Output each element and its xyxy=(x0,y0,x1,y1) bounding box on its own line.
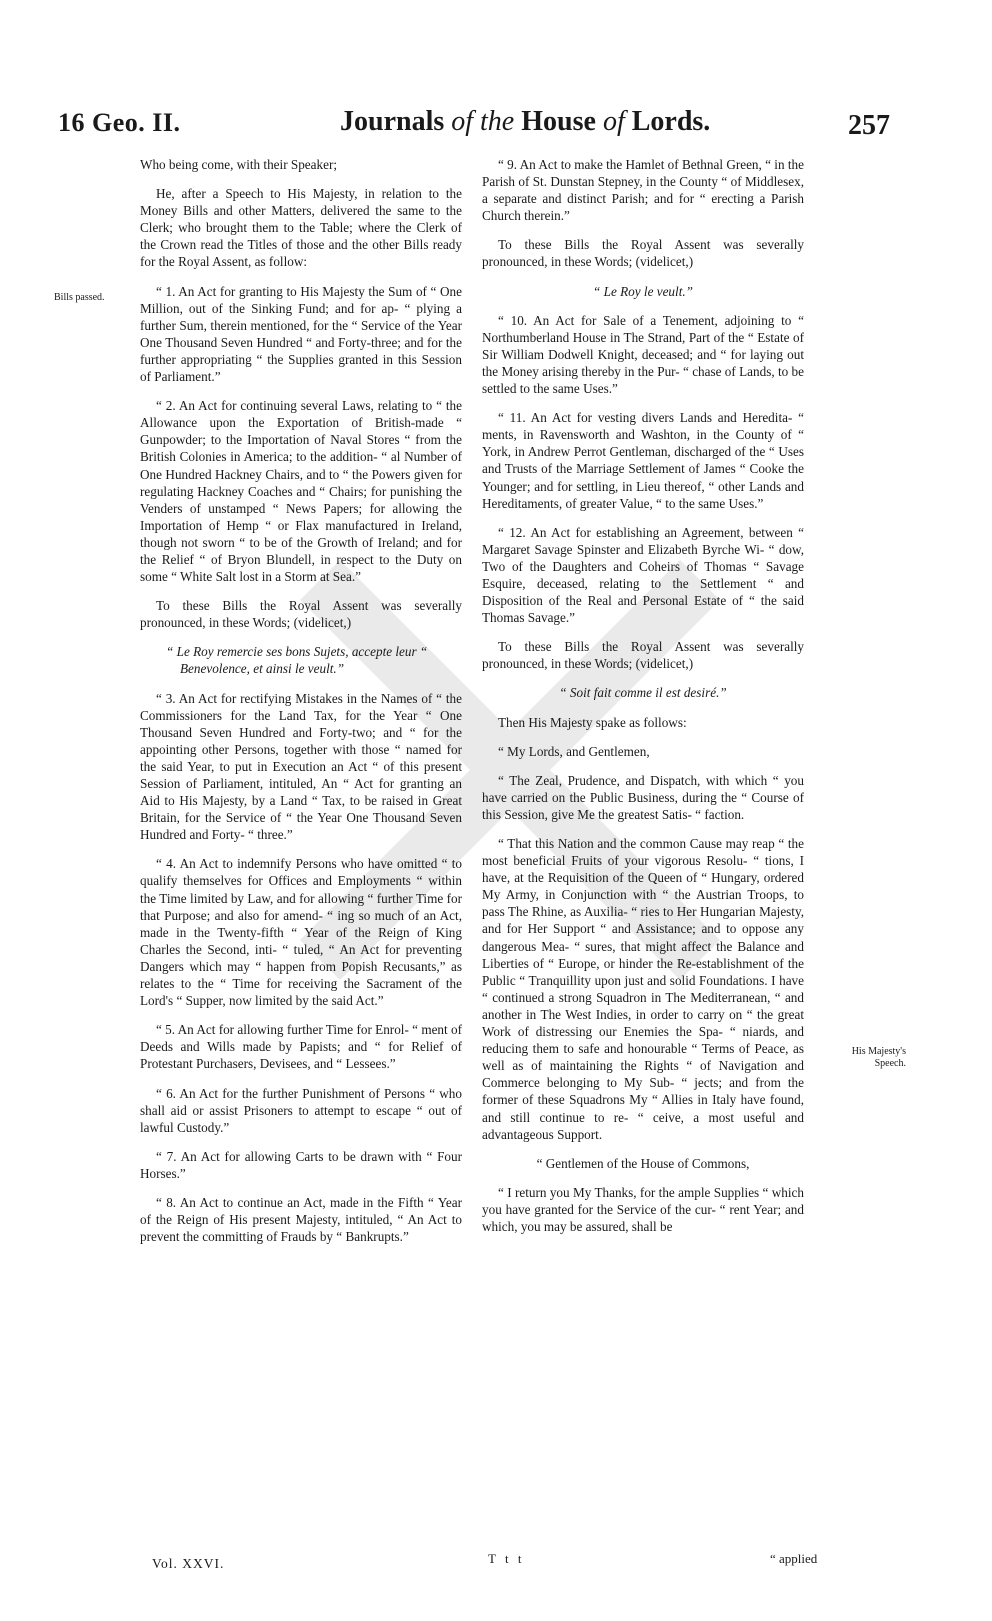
speech-paragraph: “ That this Nation and the common Cause may reap “ the most beneficial Fruits of your vigorous Resolu- “ tions, I have, at the Requisition of the Queen of “ Hungary, ordered My Army, in Conjunction with “ the Austrian Troops, to pass The Rhine, as Auxilia- “ ries to Her Hungarian Majesty, and for Her Support “ and Assistance; and to oppose any dangerous Mea- “ sures, that might affect the Balance and Liberties of “ Europe, or hinder the Re-establishment of the Public “ Tranquillity upon just and solid Foundations. I have “ continued a strong Squadron in The Mediterranean, “ and another in The West Indies, in order to carry on “ the great Work of distressing our Enemies the Spa- “ niards, and reducing them to safe and honourable “ Terms of Peace, as well as of maintaining the Rights “ of Navigation and Commerce belonging to My Sub- “ jects; and from the former of these Squadrons My “ Allies in Italy have found, and still continue to re- “ ceive, a most useful and advantageous Support. xyxy=(482,836,804,1142)
bill-entry: “ 5. An Act for allowing further Time for Enrol- “ ment of Deeds and Wills made by Papists; and “ for Relief of Protestant Purchasers, Devisees, and “ Lessees.” xyxy=(140,1022,462,1072)
right-column xyxy=(482,156,804,1247)
paragraph: Who being come, with their Speaker; xyxy=(140,157,338,172)
title-word: Journals xyxy=(340,106,445,137)
catchword: “ applied xyxy=(770,1551,818,1566)
title-word: Lords. xyxy=(631,106,711,137)
speech-paragraph: “ The Zeal, Prudence, and Dispatch, with which “ you have carried on the Public Business, during the “ Course of this Session, give Me the greatest Satis- “ faction. xyxy=(482,772,804,822)
bill-entry: “ 6. An Act for the further Punishment of Persons “ who shall aid or assist Prisoners to attempt to escape “ out of lawful Custody.” xyxy=(140,1085,462,1135)
bill-entry: “ 7. An Act for allowing Carts to be drawn with “ Four Horses.” xyxy=(140,1148,462,1181)
left-column xyxy=(140,156,462,1257)
assent-formula: “ Le Roy remercie ses bons Sujets, accepte leur “ Benevolence, et ainsi le veult.” xyxy=(166,644,428,677)
bill-entry: “ 8. An Act to continue an Act, made in the Fifth “ Year of the Reign of His present Majesty, intituled, “ An Act to prevent the committing of Frauds by “ Bankrupts.” xyxy=(140,1194,462,1245)
running-head-title xyxy=(340,106,740,138)
page-number: 257 xyxy=(848,110,890,141)
assent-formula: “ Soit fait comme il est desiré.” xyxy=(559,685,727,701)
assent-statement: To these Bills the Royal Assent was severally pronounced, in these Words; (videlicet,) xyxy=(482,237,804,270)
signature-mark: T t t xyxy=(488,1551,525,1566)
margin-note-speech: His Majesty's Speech. xyxy=(851,1046,906,1069)
assent-statement: To these Bills the Royal Assent was severally pronounced, in these Words; (videlicet,) xyxy=(140,598,462,631)
title-word: House xyxy=(521,106,596,137)
bill-entry: “ 3. An Act for rectifying Mistakes in the Names of “ the Commissioners for the Land Tax, for the Year “ One Thousand Seven Hundred and Forty-two; and “ for the appointing other Persons, together with those “ named for the said Year, to put in Execution an Act “ of this present Session of Parliament, intituled, An “ Act for granting an Aid to His Majesty, by a Land “ Tax, to be raised in Great Britain, for the Service of “ the Year One Thousand Seven Hundred and Forty- “ three.” xyxy=(140,690,462,843)
bill-entry: “ 12. An Act for establishing an Agreement, between “ Margaret Savage Spinster and Elizabeth Byrche Wi- “ dow, Two of the Daughters and Coheirs of Thomas “ Savage Esquire, deceased, relating to the Settlement “ and Disposition of the Real and Personal Estate of “ the said Thomas Savage.” xyxy=(482,524,804,626)
assent-formula: “ Le Roy le veult.” xyxy=(593,283,693,299)
speech-paragraph: “ I return you My Thanks, for the ample Supplies “ which you have granted for the Service of the cur- “ rent Year; and which, you may be assured, shall be xyxy=(482,1184,804,1234)
bill-entry: “ 11. An Act for vesting divers Lands and Heredita- “ ments, in Ravensworth and Washton, in the County of “ York, in Andrew Perrot Gentleman, discharged of the “ Uses and Trusts of the Marriage Settlement of James “ Cooke the Younger; and for settling, in Lieu thereof, “ other Lands and Hereditaments, of greater Value, “ to the same Uses.” xyxy=(482,410,804,511)
assent-statement: To these Bills the Royal Assent was severally pronounced, in these Words; (videlicet,) xyxy=(482,639,804,672)
margin-note-bills-passed: Bills passed. xyxy=(54,292,105,303)
title-word: of the xyxy=(451,106,515,137)
volume-number: Vol. XXVI. xyxy=(152,1556,225,1571)
bill-entry: “ 9. An Act to make the Hamlet of Bethnal Green, “ in the Parish of St. Dunstan Stepney, in the County “ of Middlesex, a separate and distinct Parish; and for “ erecting a Parish Church therein.” xyxy=(482,157,804,224)
speech-salutation: “ Gentlemen of the House of Commons, xyxy=(536,1155,750,1171)
paragraph: Then His Majesty spake as follows: xyxy=(498,714,687,730)
bill-entry: “ 2. An Act for continuing several Laws, relating to “ the Allowance upon the Exportation of British-made “ Gunpowder; to the Importation of Naval Stores “ from the British Colonies in America; to the addition- “ al Number of One Hundred Hackney Chairs, and to “ the Powers given for regulating Hackney Coaches and “ Chairs; for punishing the Venders of unstamped “ News Papers; for allowing the Importation of Hemp “ or Flax manufactured in Ireland, though not sworn “ to be of the Growth of Ireland; and for the Relief “ of Bryon Blundell, in respect to the Duty on some “ White Salt lost in a Storm at Sea.” xyxy=(140,398,462,585)
speech-salutation: “ My Lords, and Gentlemen, xyxy=(498,743,650,759)
title-word: of xyxy=(602,106,625,137)
bill-entry: “ 10. An Act for Sale of a Tenement, adjoining to “ Northumberland House in The Strand, Part of the “ Estate of Sir William Dodwell Knight, deceased; and “ for laying out the Money arising thereby in the Pur- “ chase of Lands, to be settled to the same Uses.” xyxy=(482,312,804,397)
bill-entry: “ 1. An Act for granting to His Majesty the Sum of “ One Million, out of the Sinking Fund; and for ap- “ plying a further Sum, therein mentioned, for the “ Service of the Year One Thousand Seven Hundred “ and Forty-three; and for the further appropriating “ the Supplies granted in this Session of Parliament.” xyxy=(140,283,462,385)
running-head-regnal-year: 16 Geo. II. xyxy=(58,108,181,137)
paragraph: He, after a Speech to His Majesty, in relation to the Money Bills and other Matters, delivered the same to the Clerk; who brought them to the Table; where the Clerk of the Crown read the Titles of those and the other Bills ready for the Royal Assent, as follow: xyxy=(140,186,462,270)
bill-entry: “ 4. An Act to indemnify Persons who have omitted “ to qualify themselves for Offices and Employments “ within the Time limited by Law, and for allowing “ further Time for that Purpose; and also for amend- “ ing so much of an Act, made in the Twenty-fifth “ Year of the Reign of King Charles the Second, inti- “ tuled, “ An Act for preventing Dangers which may “ happen from Popish Recusants,” as relates to the “ Time for receiving the Sacrament of the Lord's “ Supper, now limited by the said Act.” xyxy=(140,856,462,1009)
